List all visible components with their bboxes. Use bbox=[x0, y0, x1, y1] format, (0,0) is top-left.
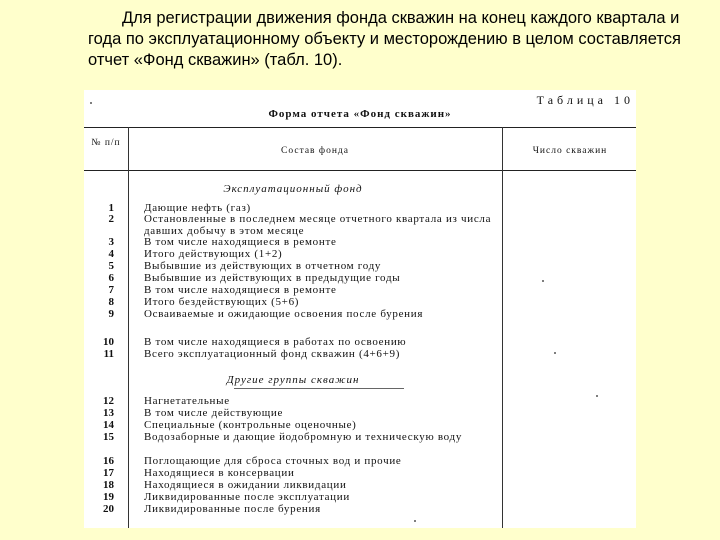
header-count: Число скважин bbox=[532, 146, 608, 156]
rule-top bbox=[84, 127, 636, 128]
scan-speck bbox=[554, 352, 556, 354]
scan-speck bbox=[596, 395, 598, 397]
header-num: № п/п bbox=[91, 138, 121, 148]
section-title-exploitation: Эксплуатационный фонд bbox=[223, 183, 363, 195]
rule-col-count bbox=[502, 127, 503, 528]
intro-paragraph bbox=[88, 8, 698, 71]
scan-speck bbox=[90, 102, 92, 104]
scan-speck bbox=[542, 280, 544, 282]
header-composition: Состав фонда bbox=[281, 146, 349, 156]
rule-header-bottom bbox=[84, 170, 636, 171]
form-title: Форма отчета «Фонд скважин» bbox=[268, 108, 452, 120]
scan-speck bbox=[414, 520, 416, 522]
intro-text: Для регистрации движения фонда скважин на конец каждого квартала и года по эксплуатационному объекту и месторождению в целом составляется отчет «Фонд скважин» (табл. 10). bbox=[88, 9, 681, 69]
scanned-table-10: Таблица 10 Форма отчета «Фонд скважин» № п/п Состав фонда Число скважин Эксплуатационный фонд 1 Дающие нефть (газ) 2 Остановленные в последнем месяце отчетного квартала из числа давших добычу в этом месяце 3 В том числе находящиеся в ремонте 4 Итого действующих (1+2) 5 Выбывшие из действующих в отчетном году 6 Выбывшие из действующих в предыдущие годы 7 В том числе находящиеся в ремонте 8 Итого бездействующих (5+6) 9 Осваиваемые и ожидающие освоения после бурения 10 В том числе находящиеся в работах по освоению 11 Всего эксплуатационный фонд скважин (4+6+9) Другие группы скважин 12 Нагнетательные 13 В том числе действующие 14 Специальные (контрольные оценочные) 15 Водозаборные и дающие йодобромную и техническую воду 16 Поглощающие для сброса сточных вод и прочие 17 Находящиеся в консервации 18 Находящиеся в ожидании ликвидации 19 Ликвидированные после эксплуатации 20 Ликвидированные после бурения bbox=[84, 90, 636, 528]
section-underline bbox=[234, 388, 404, 389]
section-title-other-groups: Другие группы скважин bbox=[226, 374, 360, 386]
table-number: Таблица 10 bbox=[536, 93, 634, 107]
